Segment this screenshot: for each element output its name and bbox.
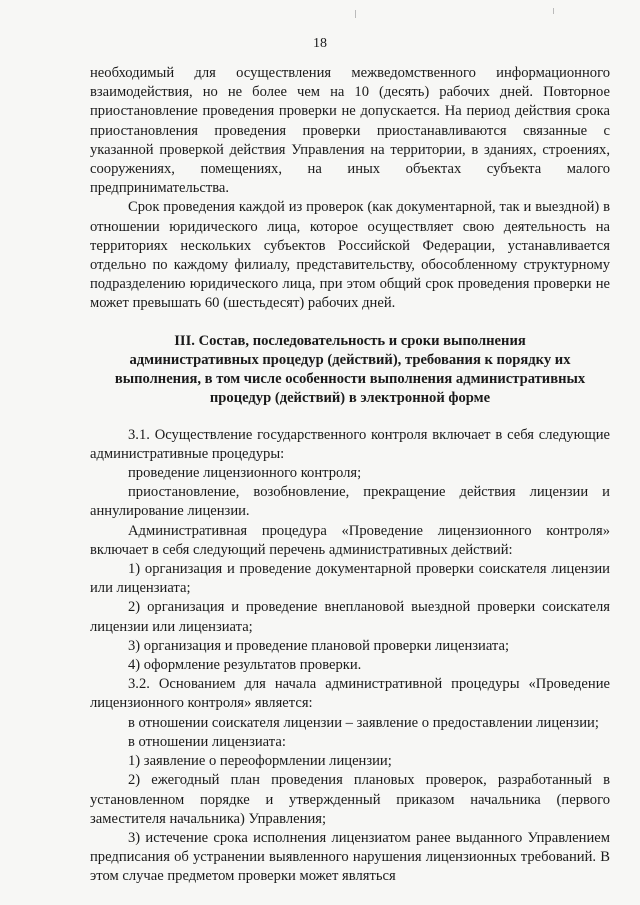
paragraph-p-item-4: 4) оформление результатов проверки. [128, 657, 362, 674]
section-heading: III. Состав, последовательность и сроки выполнения административных процедур (действий), требования к порядку их выполнения, в том числе особенности выполнения административных процедур (действий) в электронной форме [114, 332, 586, 406]
paragraph-p-3-2: 3.2. Основанием для начала административной процедуры «Проведение лицензионного контроля» является: [90, 676, 610, 712]
paragraph-p-item-1: 1) организация и проведение документарной проверки соискателя лицензии или лицензиата; [90, 561, 610, 597]
paragraph-p-licensee: в отношении лицензиата: [128, 733, 286, 750]
paragraph-p-basis-1: 1) заявление о переоформлении лицензии; [128, 753, 392, 770]
paragraph-p-item-3: 3) организация и проведение плановой проверки лицензиата; [128, 637, 510, 654]
document-body [90, 64, 610, 887]
paragraph-p-applicant: в отношении соискателя лицензии – заявление о предоставлении лицензии; [128, 714, 599, 731]
paragraph-p-licensing-control: проведение лицензионного контроля; [128, 465, 362, 482]
scan-mark [355, 10, 356, 18]
paragraph-p-suspension: приостановление, возобновление, прекращение действия лицензии и аннулирование лицензии. [90, 484, 610, 520]
page-number: 18 [313, 36, 327, 51]
paragraph-p-continued: необходимый для осуществления межведомственного информационного взаимодействия, но не более чем на 10 (десять) рабочих дней. Повторное приостановление проведения проверки не допускается. На период действия срока приостановления проведения проверки приостанавливаются связанные с указанной проверкой действия Управления на территории, в зданиях, строениях, сооружениях, помещениях, на иных объектах субъекта малого предпринимательства. [90, 65, 610, 197]
scan-mark [553, 8, 554, 14]
paragraph-p-admin-procedure: Административная процедура «Проведение лицензионного контроля» включает в себя следующий перечень административных действий: [90, 522, 610, 558]
paragraph-p-item-2: 2) организация и проведение внеплановой выездной проверки соискателя лицензии или лицензиата; [90, 599, 610, 635]
paragraph-p-basis-2: 2) ежегодный план проведения плановых проверок, разработанный в установленном порядке и утвержденный приказом начальника (первого заместителя начальника) Управления; [90, 772, 610, 827]
paragraph-p-duration: Срок проведения каждой из проверок (как документарной, так и выездной) в отношении юридического лица, которое осуществляет свою деятельность на территориях нескольких субъектов Российской Федерации, устанавливается отдельно по каждому филиалу, представительству, обособленному структурному подразделению юридического лица, при этом общий срок проведения проверки не может превышать 60 (шестьдесят) рабочих дней. [90, 199, 610, 312]
paragraph-p-3-1: 3.1. Осуществление государственного контроля включает в себя следующие административные процедуры: [90, 426, 610, 462]
paragraph-p-basis-3: 3) истечение срока исполнения лицензиатом ранее выданного Управлением предписания об устранении выявленного нарушения лицензионных требований. В этом случае предметом проверки может являться [90, 829, 610, 885]
